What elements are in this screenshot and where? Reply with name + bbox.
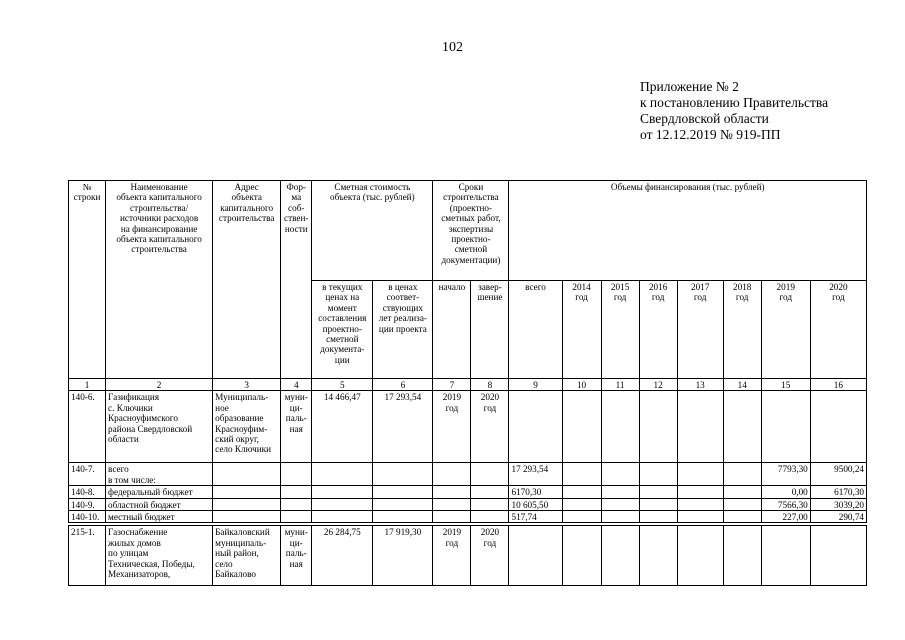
column-number: 8 xyxy=(471,379,509,391)
column-number: 11 xyxy=(601,379,639,391)
empty-cell xyxy=(312,463,373,486)
row-number: 140-10. xyxy=(69,511,106,523)
table-row xyxy=(69,486,867,498)
empty-cell xyxy=(723,486,761,498)
column-number: 2 xyxy=(106,379,213,391)
column-number: 13 xyxy=(677,379,723,391)
page-number: 102 xyxy=(442,40,463,55)
table-row xyxy=(69,391,867,463)
empty-cell xyxy=(723,391,761,463)
cost-current-prices: 14 466,47 xyxy=(312,391,373,463)
column-number: 16 xyxy=(810,379,866,391)
header-year: 2014 год xyxy=(562,281,601,379)
empty-cell xyxy=(761,391,810,463)
header-end: завер- шение xyxy=(471,281,509,379)
empty-cell xyxy=(562,526,601,586)
empty-cell xyxy=(677,391,723,463)
empty-cell xyxy=(677,511,723,523)
header-start: начало xyxy=(433,281,471,379)
empty-cell xyxy=(639,526,677,586)
empty-cell xyxy=(433,498,471,510)
empty-cell xyxy=(601,463,639,486)
end-year: 2020 год xyxy=(471,526,509,586)
cost-projected-prices: 17 293,54 xyxy=(373,391,433,463)
start-year: 2019 год xyxy=(433,391,471,463)
amount-2020: 9500,24 xyxy=(810,463,866,486)
empty-cell xyxy=(213,463,281,486)
empty-cell xyxy=(373,486,433,498)
header-year: 2020 год xyxy=(810,281,866,379)
end-year: 2020 год xyxy=(471,391,509,463)
empty-cell xyxy=(373,511,433,523)
empty-cell xyxy=(213,486,281,498)
column-number: 1 xyxy=(69,379,106,391)
column-number: 4 xyxy=(281,379,312,391)
empty-cell xyxy=(601,511,639,523)
empty-cell xyxy=(471,511,509,523)
object-address: Байкаловский муниципаль- ный район, село Байкалово xyxy=(213,526,281,586)
total-amount: 517,74 xyxy=(509,511,562,523)
header-ownership-form: Фор- ма соб- ствен- ности xyxy=(281,181,312,379)
amount-2020: 3039,20 xyxy=(810,498,866,510)
empty-cell xyxy=(601,391,639,463)
total-amount: 10 605,50 xyxy=(509,498,562,510)
empty-cell xyxy=(677,486,723,498)
amount-2019: 7566,30 xyxy=(761,498,810,510)
amount-2019: 0,00 xyxy=(761,486,810,498)
empty-cell xyxy=(810,526,866,586)
empty-cell xyxy=(213,498,281,510)
column-number: 6 xyxy=(373,379,433,391)
empty-cell xyxy=(562,511,601,523)
empty-cell xyxy=(639,511,677,523)
row-number: 140-6. xyxy=(69,391,106,463)
empty-cell xyxy=(373,463,433,486)
appendix-line: от 12.12.2019 № 919-ПП xyxy=(640,127,781,142)
object-name: Газоснабжение жилых домов по улицам Техническая, Победы, Механизаторов, xyxy=(106,526,213,586)
ownership-form: муни- ци- паль- ная xyxy=(281,526,312,586)
object-address: Муниципаль- ное образование Красноуфим- ский округ, село Ключики xyxy=(213,391,281,463)
empty-cell xyxy=(562,391,601,463)
funding-source: всего в том числе: xyxy=(106,463,213,486)
empty-cell xyxy=(433,463,471,486)
row-number: 140-8. xyxy=(69,486,106,498)
start-year: 2019 год xyxy=(433,526,471,586)
financing-table xyxy=(68,180,867,586)
table-row xyxy=(69,498,867,510)
empty-cell xyxy=(723,511,761,523)
appendix-line: Приложение № 2 xyxy=(640,79,739,94)
header-address: Адрес объекта капитального строительства xyxy=(213,181,281,379)
empty-cell xyxy=(723,526,761,586)
row-number: 215-1. xyxy=(69,526,106,586)
header-year: 2016 год xyxy=(639,281,677,379)
amount-2020: 290,74 xyxy=(810,511,866,523)
header-total: всего xyxy=(509,281,562,379)
empty-cell xyxy=(471,498,509,510)
empty-cell xyxy=(639,391,677,463)
total-amount: 6170,30 xyxy=(509,486,562,498)
appendix-line: Свердловской области xyxy=(640,111,769,126)
empty-cell xyxy=(281,511,312,523)
appendix-note xyxy=(640,79,828,143)
object-name: Газификация с. Ключики Красноуфимского района Свердловской области xyxy=(106,391,213,463)
column-number: 10 xyxy=(562,379,601,391)
empty-cell xyxy=(677,463,723,486)
empty-cell xyxy=(601,526,639,586)
appendix-line: к постановлению Правительства xyxy=(640,95,829,110)
empty-cell xyxy=(677,498,723,510)
empty-cell xyxy=(471,486,509,498)
header-year: 2017 год xyxy=(677,281,723,379)
cost-current-prices: 26 284,75 xyxy=(312,526,373,586)
empty-cell xyxy=(723,463,761,486)
column-number: 9 xyxy=(509,379,562,391)
empty-cell xyxy=(433,511,471,523)
table-row xyxy=(69,526,867,586)
empty-cell xyxy=(601,486,639,498)
empty-cell xyxy=(213,511,281,523)
header-year: 2019 год xyxy=(761,281,810,379)
cost-projected-prices: 17 919,30 xyxy=(373,526,433,586)
empty-cell xyxy=(639,498,677,510)
header-object-name: Наименование объекта капитального строительства/ источники расходов на финансирование объекта капитального строительства xyxy=(106,181,213,379)
empty-cell xyxy=(601,498,639,510)
empty-cell xyxy=(373,498,433,510)
empty-cell xyxy=(433,486,471,498)
column-number: 5 xyxy=(312,379,373,391)
empty-cell xyxy=(509,391,562,463)
funding-source: федеральный бюджет xyxy=(106,486,213,498)
empty-cell xyxy=(562,486,601,498)
header-financing-volume: Объемы финансирования (тыс. рублей) xyxy=(509,181,867,281)
funding-source: местный бюджет xyxy=(106,511,213,523)
empty-cell xyxy=(312,486,373,498)
empty-cell xyxy=(281,463,312,486)
empty-cell xyxy=(281,486,312,498)
total-amount: 17 293,54 xyxy=(509,463,562,486)
empty-cell xyxy=(810,391,866,463)
header-year: 2018 год xyxy=(723,281,761,379)
column-number: 14 xyxy=(723,379,761,391)
empty-cell xyxy=(471,463,509,486)
header-row xyxy=(69,181,867,281)
header-construction-terms: Сроки строительства (проектно- сметных работ, экспертизы проектно- сметной документации) xyxy=(433,181,509,281)
amount-2020: 6170,30 xyxy=(810,486,866,498)
table-row xyxy=(69,511,867,523)
empty-cell xyxy=(639,486,677,498)
row-number: 140-9. xyxy=(69,498,106,510)
empty-cell xyxy=(509,526,562,586)
column-number: 15 xyxy=(761,379,810,391)
funding-source: областной бюджет xyxy=(106,498,213,510)
amount-2019: 7793,30 xyxy=(761,463,810,486)
empty-cell xyxy=(761,526,810,586)
header-cost-current-prices: в текущих ценах на момент составления проектно- сметной документа- ции xyxy=(312,281,373,379)
table-row xyxy=(69,463,867,486)
row-number: 140-7. xyxy=(69,463,106,486)
header-cost-projected-prices: в ценах соответ- ствующих лет реализа- ции проекта xyxy=(373,281,433,379)
empty-cell xyxy=(312,498,373,510)
empty-cell xyxy=(562,498,601,510)
empty-cell xyxy=(723,498,761,510)
empty-cell xyxy=(639,463,677,486)
column-number: 3 xyxy=(213,379,281,391)
amount-2019: 227,00 xyxy=(761,511,810,523)
empty-cell xyxy=(312,511,373,523)
header-estimated-cost: Сметная стоимость объекта (тыс. рублей) xyxy=(312,181,433,281)
column-number: 7 xyxy=(433,379,471,391)
empty-cell xyxy=(677,526,723,586)
column-number: 12 xyxy=(639,379,677,391)
empty-cell xyxy=(281,498,312,510)
header-row-number: № строки xyxy=(69,181,106,379)
empty-cell xyxy=(562,463,601,486)
header-year: 2015 год xyxy=(601,281,639,379)
ownership-form: муни- ци- паль- ная xyxy=(281,391,312,463)
column-number-row xyxy=(69,379,867,391)
